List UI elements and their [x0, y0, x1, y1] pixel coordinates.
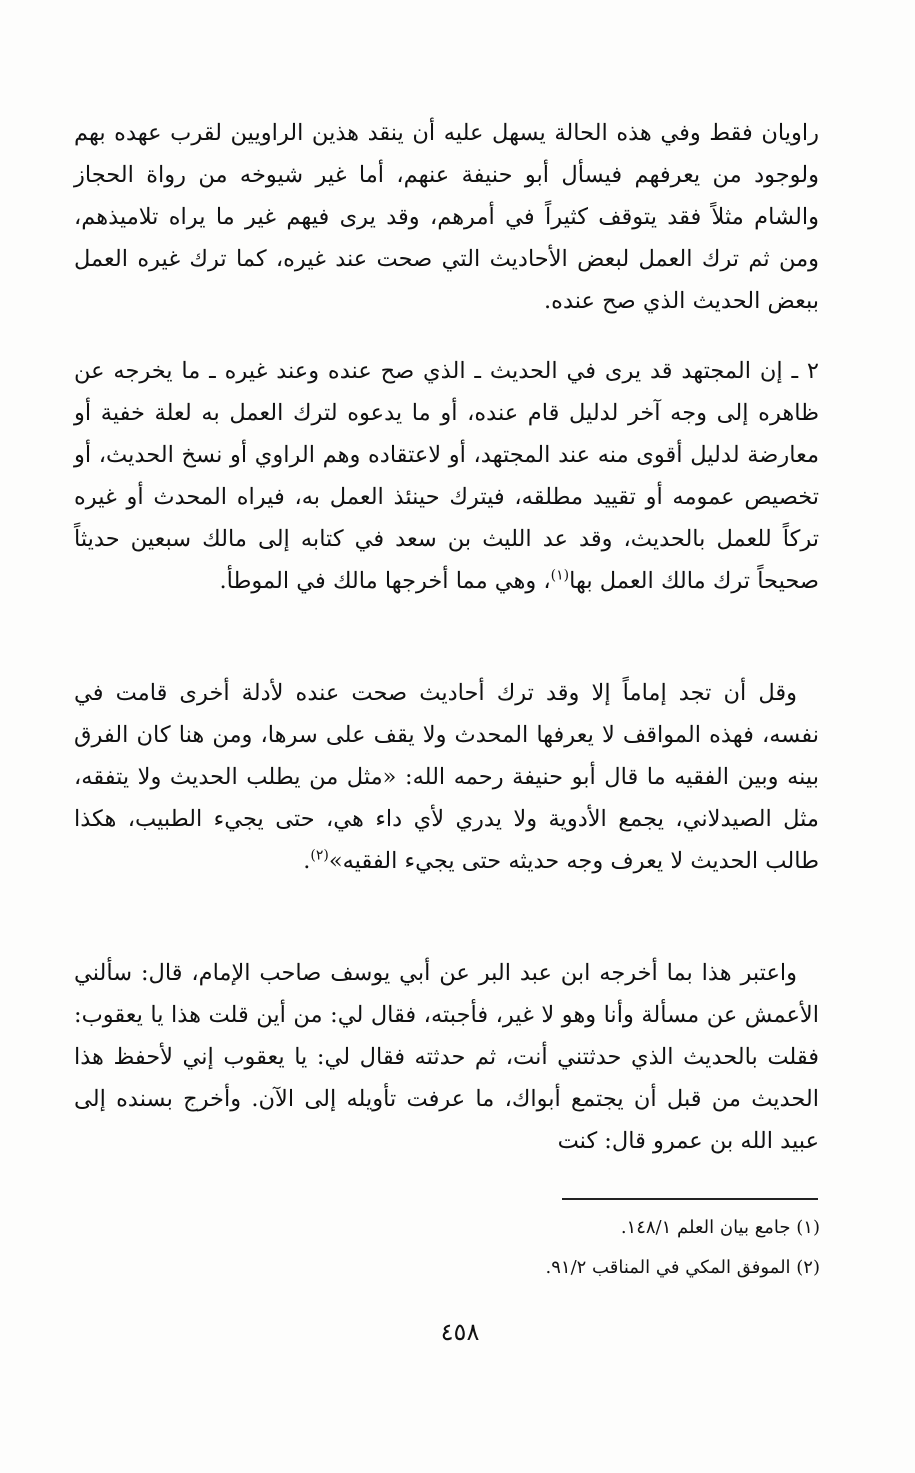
footnote-divider	[562, 1198, 818, 1200]
footnote-ref-1: (١)	[550, 567, 570, 584]
paragraph-2-text	[74, 350, 819, 602]
paragraph-3-main: وقل أن تجد إماماً إلا وقد ترك أحاديث صحت عنده لأدلة أخرى قامت في نفسه، فهذه المواقف لا يعرفها المحدث ولا يقف على سرها، ومن هنا كان الفرق بينه وبين الفقيه ما قال أبو حنيفة رحمه الله: «مثل من يطلب الحديث ولا يتفقه، مثل الصيدلاني، يجمع الأدوية ولا يدري لأي داء هي، حتى يجيء الطبيب، هكذا طالب الحديث لا يعرف وجه حديثه حتى يجيء الفقيه»	[74, 680, 819, 874]
paragraph-3	[74, 672, 819, 882]
paragraph-2	[74, 350, 819, 602]
footnote-2: (٢) الموفق المكي في المناقب ٩١/٢.	[545, 1257, 820, 1278]
paragraph-1	[74, 112, 819, 322]
footnotes	[300, 1208, 820, 1288]
paragraph-4-text: واعتبر هذا بما أخرجه ابن عبد البر عن أبي يوسف صاحب الإمام، قال: سألني الأعمش عن مسألة وأنا وهو لا غير، فأجبته، فقال لي: من أين قلت هذا يا يعقوب: فقلت بالحديث الذي حدثتني أنت، ثم حدثته فقال لي: يا يعقوب إني لأحفظ هذا الحديث من قبل أن يجتمع أبواك، ما عرفت تأويله إلى الآن. وأخرج بسنده إلى عبيد الله بن عمرو قال: كنت	[74, 960, 819, 1154]
paragraph-4	[74, 952, 819, 1162]
paragraph-2-tail: ، وهي مما أخرجها مالك في الموطأ.	[219, 568, 551, 594]
paragraph-3-text	[74, 672, 819, 882]
paragraph-2-main: ٢ ـ إن المجتهد قد يرى في الحديث ـ الذي صح عنده وعند غيره ـ ما يخرجه عن ظاهره إلى وجه آخر لدليل قام عنده، أو ما يدعوه لترك العمل به لعلة خفية أو معارضة لدليل أقوى منه عند المجتهد، أو لاعتقاده وهم الراوي أو نسخ الحديث، أو تخصيص عمومه أو تقييد مطلقه، فيترك حينئذ العمل به، فيراه المحدث أو غيره تركاً للعمل بالحديث، وقد عد الليث بن سعد في كتابه إلى مالك سبعين حديثاً صحيحاً ترك مالك العمل بها	[74, 358, 819, 594]
paragraph-1-text: راويان فقط وفي هذه الحالة يسهل عليه أن ينقد هذين الراويين لقرب عهده بهم ولوجود من يعرفهم فيسأل أبو حنيفة عنهم، أما غير شيوخه من رواة الحجاز والشام مثلاً فقد يتوقف كثيراً في أمرهم، وقد يرى فيهم غير ما يراه تلاميذهم، ومن ثم ترك العمل لبعض الأحاديث التي صحت عند غيره، كما ترك غيره العمل ببعض الحديث الذي صح عنده.	[74, 120, 819, 314]
page-number: ٤٥٨	[440, 1318, 480, 1346]
footnote-ref-2: (٢)	[310, 847, 329, 864]
footnote-1: (١) جامع بيان العلم ١٤٨/١.	[620, 1217, 820, 1238]
paragraph-3-tail: .	[303, 848, 311, 874]
